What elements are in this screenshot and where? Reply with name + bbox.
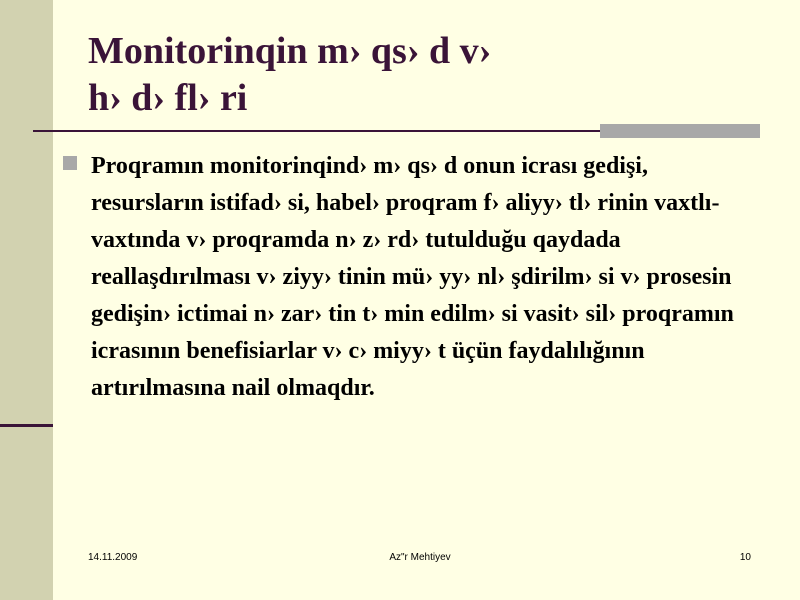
left-band-rule [0, 424, 53, 427]
square-bullet-icon [63, 156, 77, 170]
footer-page-number: 10 [739, 552, 751, 563]
bullet-text: Proqramın monitorinqind› m› qs› d onun icrası gedişi, resursların istifad› si, habel› proqram f› aliyy› tl› rinin vaxtlı-vaxtında v› proqramda n› z› rd› tutulduğu qaydada reallaşdırılması v› ziyy› tinin mü› yy› nl› şdirilm› si v› prosesin gedişin› ictimai n› zar› tin t› min edilm› si vasit› sil› proqramın icrasının benefisiarlar v› c› miyy› t üçün faydalılığının artırılmasına nail olmaqdır. [91, 153, 734, 401]
title-underline [33, 130, 600, 132]
title-accent-bar [600, 124, 760, 138]
footer-author: Az"r Mehtiyev [389, 552, 451, 563]
footer-date: 14.11.2009 [88, 552, 138, 563]
slide-title: Monitorinqin m› qs› d v› h› d› fl› ri [88, 30, 492, 119]
bullet-item [62, 148, 752, 407]
left-decorative-band [0, 0, 53, 600]
bullet-list [62, 148, 752, 407]
